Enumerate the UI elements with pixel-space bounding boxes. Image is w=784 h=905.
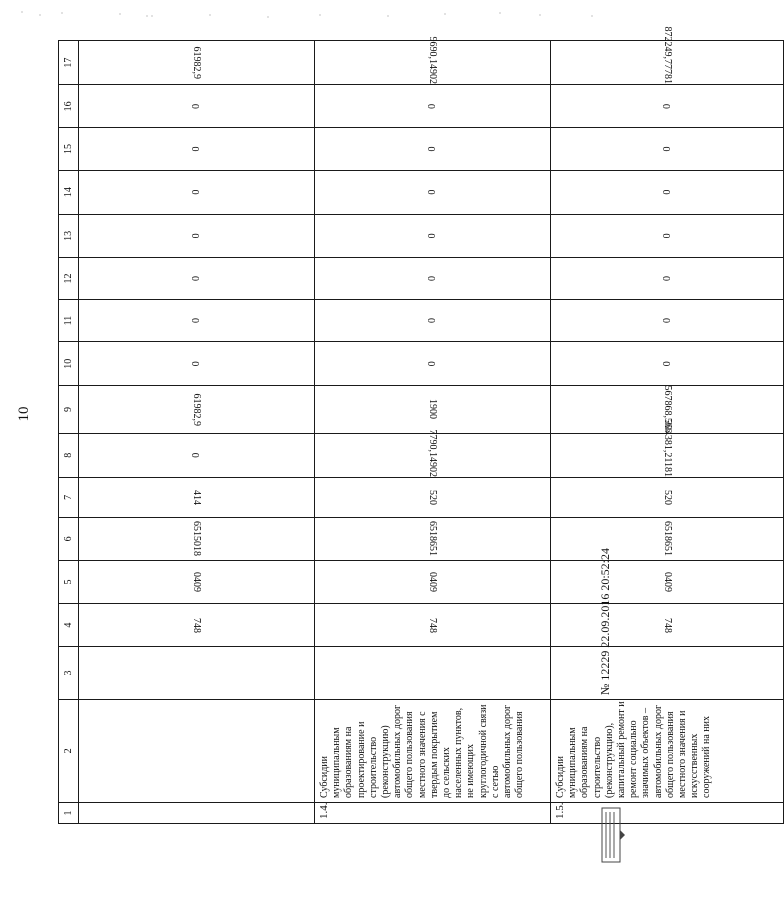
cell-col6: 6515018 bbox=[79, 517, 315, 560]
cell-col9: 1900 bbox=[315, 386, 551, 433]
table-row bbox=[551, 41, 784, 824]
office-seal-icon bbox=[598, 800, 626, 870]
page-number: 10 bbox=[16, 406, 32, 422]
row-name: Субсидии муниципальным образованиям на строительство (реконструкцию), капитальный ремонт и ремонт социально значимых объектов – автомобильных дорог общего пользования местного значения и искусственных сооружений на них bbox=[551, 699, 784, 802]
header-cell: 5 bbox=[59, 560, 79, 603]
header-cell: 17 bbox=[59, 41, 79, 85]
scan-dots bbox=[0, 0, 640, 30]
cell-col6: 6518651 bbox=[551, 517, 784, 560]
cell-col14: 0 bbox=[79, 170, 315, 214]
cell-col15: 0 bbox=[79, 128, 315, 170]
cell-col7: 520 bbox=[551, 477, 784, 517]
row-name: Субсидии муниципальным образованиям на проектирование и строительство (реконструкцию) автомобильных дорог общего пользования местного значения с твердым покрытием до сельских населенных пунктов, не имеющих круглогодичной связи с сетью автомобильных дорог общего пользования bbox=[315, 699, 551, 802]
cell-col12: 0 bbox=[79, 257, 315, 299]
cell-col16: 0 bbox=[315, 85, 551, 128]
cell-col8: 304381,21181 bbox=[551, 433, 784, 477]
cell-col4: 748 bbox=[551, 604, 784, 647]
header-cell: 9 bbox=[59, 386, 79, 433]
cell-col9: 567868,566 bbox=[551, 386, 784, 433]
row-number: 1.5. bbox=[551, 802, 784, 823]
header-cell: 7 bbox=[59, 477, 79, 517]
cell-col3 bbox=[315, 647, 551, 700]
cell-col10: 0 bbox=[551, 342, 784, 386]
header-cell: 11 bbox=[59, 300, 79, 342]
table-row bbox=[315, 41, 551, 824]
header-cell: 3 bbox=[59, 647, 79, 700]
cell-col7: 414 bbox=[79, 477, 315, 517]
header-cell: 12 bbox=[59, 257, 79, 299]
cell-col16: 0 bbox=[79, 85, 315, 128]
cell-col8: 0 bbox=[79, 433, 315, 477]
cell-col3 bbox=[79, 647, 315, 700]
cell-col10: 0 bbox=[315, 342, 551, 386]
cell-col5: 0409 bbox=[315, 560, 551, 603]
row-number: 1.4. bbox=[315, 802, 551, 823]
cell-col12: 0 bbox=[315, 257, 551, 299]
cell-col13: 0 bbox=[315, 214, 551, 257]
cell-col9: 61982,9 bbox=[79, 386, 315, 433]
cell-col15: 0 bbox=[551, 128, 784, 170]
cell-col6: 6518651 bbox=[315, 517, 551, 560]
cell-col12: 0 bbox=[551, 257, 784, 299]
cell-col14: 0 bbox=[551, 170, 784, 214]
registration-stamp-text: № 12229 22.09.2016 20:52:24 bbox=[598, 548, 612, 696]
cell-col17: 872249,77781 bbox=[551, 41, 784, 85]
header-cell: 13 bbox=[59, 214, 79, 257]
header-row bbox=[59, 41, 79, 824]
cell-col11: 0 bbox=[551, 300, 784, 342]
budget-table bbox=[58, 26, 784, 824]
cell-col4: 748 bbox=[315, 604, 551, 647]
cell-col15: 0 bbox=[315, 128, 551, 170]
header-cell: 16 bbox=[59, 85, 79, 128]
cell-col10: 0 bbox=[79, 342, 315, 386]
row-number bbox=[79, 802, 315, 823]
header-cell: 4 bbox=[59, 604, 79, 647]
cell-col16: 0 bbox=[551, 85, 784, 128]
header-cell: 2 bbox=[59, 699, 79, 802]
header-cell: 6 bbox=[59, 517, 79, 560]
cell-col5: 0409 bbox=[79, 560, 315, 603]
header-cell: 8 bbox=[59, 433, 79, 477]
cell-col11: 0 bbox=[79, 300, 315, 342]
header-cell: 10 bbox=[59, 342, 79, 386]
cell-col13: 0 bbox=[551, 214, 784, 257]
cell-col17: 9690,14902 bbox=[315, 41, 551, 85]
cell-col17: 61982,9 bbox=[79, 41, 315, 85]
header-cell: 1 bbox=[59, 802, 79, 823]
cell-col13: 0 bbox=[79, 214, 315, 257]
row-name bbox=[79, 699, 315, 802]
cell-col4: 748 bbox=[79, 604, 315, 647]
cell-col3 bbox=[551, 647, 784, 700]
cell-col5: 0409 bbox=[551, 560, 784, 603]
header-cell: 15 bbox=[59, 128, 79, 170]
cell-col7: 520 bbox=[315, 477, 551, 517]
cell-col14: 0 bbox=[315, 170, 551, 214]
table-row bbox=[79, 41, 315, 824]
cell-col8: 7790,14902 bbox=[315, 433, 551, 477]
cell-col11: 0 bbox=[315, 300, 551, 342]
header-cell: 14 bbox=[59, 170, 79, 214]
